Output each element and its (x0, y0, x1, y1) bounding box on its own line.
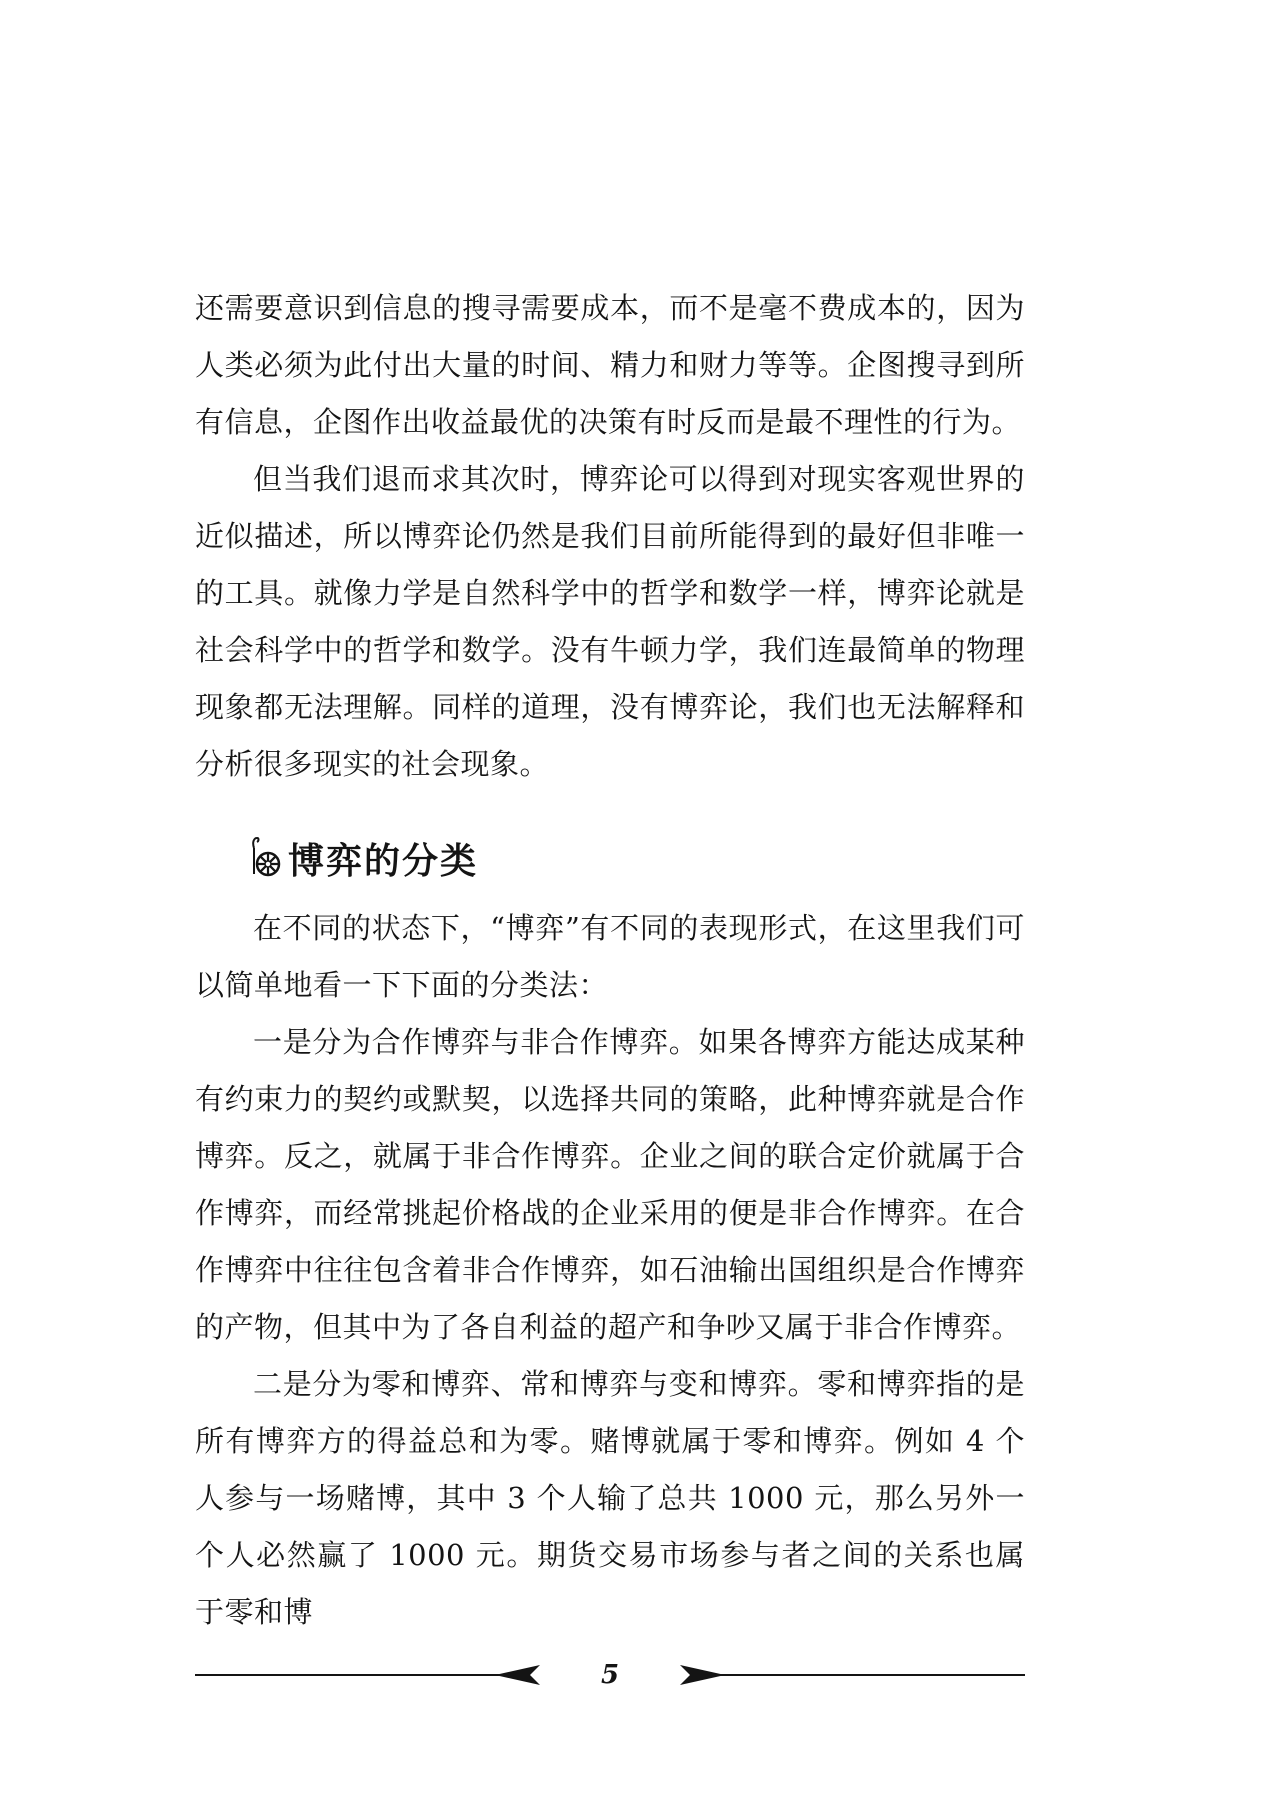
paragraph: 还需要意识到信息的搜寻需要成本，而不是毫不费成本的，因为人类必须为此付出大量的时间、精力和财力等等。企图搜寻到所有信息，企图作出收益最优的决策有时反而是最不理性的行为。 (195, 291, 1025, 439)
section-heading (248, 830, 478, 886)
page-footer (195, 1655, 1025, 1695)
paragraph: 一是分为合作博弈与非合作博弈。如果各博弈方能达成某种有约束力的契约或默契，以选择共同的策略，此种博弈就是合作博弈。反之，就属于非合作博弈。企业之间的联合定价就属于合作博弈，而经常挑起价格战的企业采用的便是非合作博弈。在合作博弈中往往包含着非合作博弈，如石油输出国组织是合作博弈的产物，但其中为了各自利益的超产和争吵又属于非合作博弈。 (195, 1025, 1025, 1344)
text-block-top (195, 280, 1025, 793)
section-title: 博弈的分类 (288, 840, 479, 882)
paragraph: 但当我们退而求其次时，博弈论可以得到对现实客观世界的近似描述，所以博弈论仍然是我们目前所能得到的最好但非唯一的工具。就像力学是自然科学中的哲学和数学一样，博弈论就是社会科学中的哲学和数学。没有牛顿力学，我们连最简单的物理现象都无法理解。同样的道理，没有博弈论，我们也无法解释和分析很多现实的社会现象。 (195, 462, 1025, 781)
paragraph: 在不同的状态下，“博弈”有不同的表现形式，在这里我们可以简单地看一下下面的分类法： (195, 911, 1025, 1002)
text-block-bottom (195, 900, 1025, 1641)
flower-bullet-icon (248, 834, 284, 882)
page-number: 5 (600, 1660, 620, 1690)
paragraph: 二是分为零和博弈、常和博弈与变和博弈。零和博弈指的是所有博弈方的得益总和为零。赌博就属于零和博弈。例如 4 个人参与一场赌博，其中 3 个人输了总共 1000 元，那么另外一个人必然赢了 1000 元。期货交易市场参与者之间的关系也属于零和博 (195, 1367, 1025, 1629)
